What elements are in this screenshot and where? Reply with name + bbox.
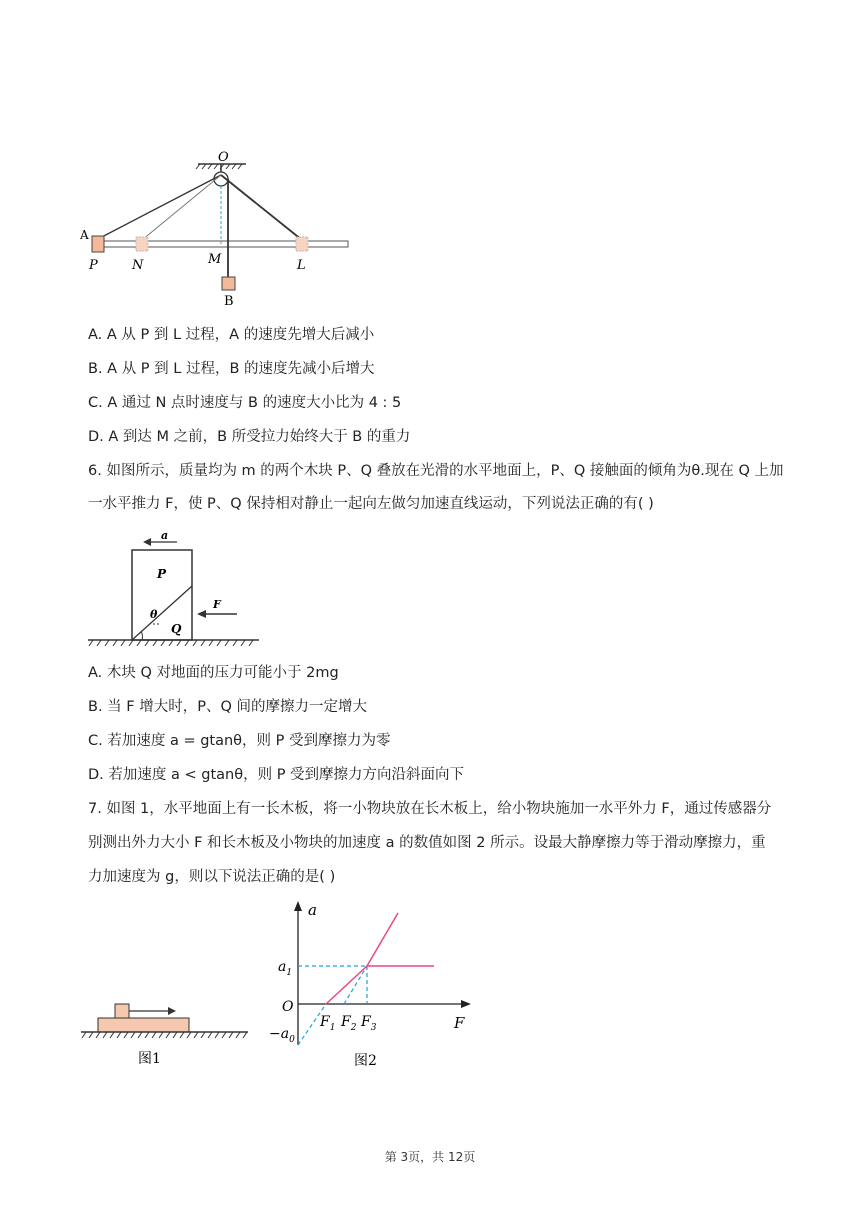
axis-label-a: a	[308, 901, 317, 919]
axis-label-F: F	[454, 1014, 465, 1032]
label-F3: $F_3$	[361, 1014, 377, 1033]
label-P: P	[157, 567, 167, 581]
label-F2: $F_2$	[341, 1014, 357, 1033]
long-board	[98, 1018, 189, 1032]
label-theta: θ	[150, 608, 158, 621]
label-M: M	[208, 252, 222, 267]
label-origin: O	[282, 999, 294, 1015]
label-a1: $a_1$	[278, 959, 293, 978]
label-F: F	[213, 598, 221, 611]
figure-q7-1	[78, 995, 253, 1070]
label-P: P	[89, 258, 98, 273]
page-footer: 第 3页，共 12页	[384, 1150, 476, 1164]
q7-stem-line-1: 7. 如图 1，水平地面上有一长木板，将一小物块放在长木板上，给小物块施加一水平外力 F，通过传感器分	[88, 801, 772, 817]
block-B	[222, 277, 235, 290]
block-A	[92, 236, 104, 252]
block-N-ghost	[136, 237, 148, 251]
caption-figure-1: 图1	[138, 1051, 161, 1067]
label-neg-a0: $-a_0$	[269, 1026, 295, 1045]
label-L: L	[297, 258, 306, 273]
figure-q6	[85, 528, 265, 653]
label-Q: Q	[171, 622, 182, 636]
q5-option-c: C. A 通过 N 点时速度与 B 的速度大小比为 4 : 5	[88, 395, 402, 411]
q6-option-b: B. 当 F 增大时，P、Q 间的摩擦力一定增大	[88, 699, 367, 715]
caption-figure-2: 图2	[354, 1053, 377, 1069]
block-L-ghost	[296, 237, 308, 251]
q6-stem-line-1: 6. 如图所示，质量均为 m 的两个木块 P、Q 叠放在光滑的水平地面上，P、Q 接触面的倾角为θ.现在 Q 上加	[88, 463, 784, 479]
q5-option-a: A. A 从 P 到 L 过程，A 的速度先增大后减小	[88, 327, 375, 343]
q6-stem-line-2: 一水平推力 F，使 P、Q 保持相对静止一起向左做匀加速直线运动，下列说法正确的有( )	[88, 496, 654, 512]
small-block	[115, 1004, 129, 1018]
label-F1: $F_1$	[320, 1014, 336, 1033]
label-accel: a	[161, 529, 169, 542]
label-A: A	[80, 228, 89, 242]
graph-line-rising	[326, 966, 367, 1004]
q6-option-d: D. 若加速度 a < gtanθ，则 P 受到摩擦力方向沿斜面向下	[88, 767, 465, 783]
figure-q5	[80, 145, 360, 310]
q5-option-d: D. A 到达 M 之前，B 所受拉力始终大于 B 的重力	[88, 429, 411, 445]
figure-q7-2	[262, 895, 477, 1075]
q6-option-c: C. 若加速度 a = gtanθ，则 P 受到摩擦力为零	[88, 733, 391, 749]
label-N: N	[132, 258, 144, 273]
block-PQ	[132, 550, 192, 640]
q7-stem-line-3: 力加速度为 g，则以下说法正确的是( )	[88, 869, 336, 885]
q7-stem-line-2: 别测出外力大小 F 和长木板及小物块的加速度 a 的数值如图 2 所示。设最大静摩擦力等于滑动摩擦力，重	[88, 835, 766, 851]
graph-line-steep	[367, 913, 398, 966]
q5-option-b: B. A 从 P 到 L 过程，B 的速度先减小后增大	[88, 361, 375, 377]
label-O: O	[218, 150, 229, 165]
q6-option-a: A. 木块 Q 对地面的压力可能小于 2mg	[88, 665, 339, 681]
label-B: B	[224, 294, 234, 309]
